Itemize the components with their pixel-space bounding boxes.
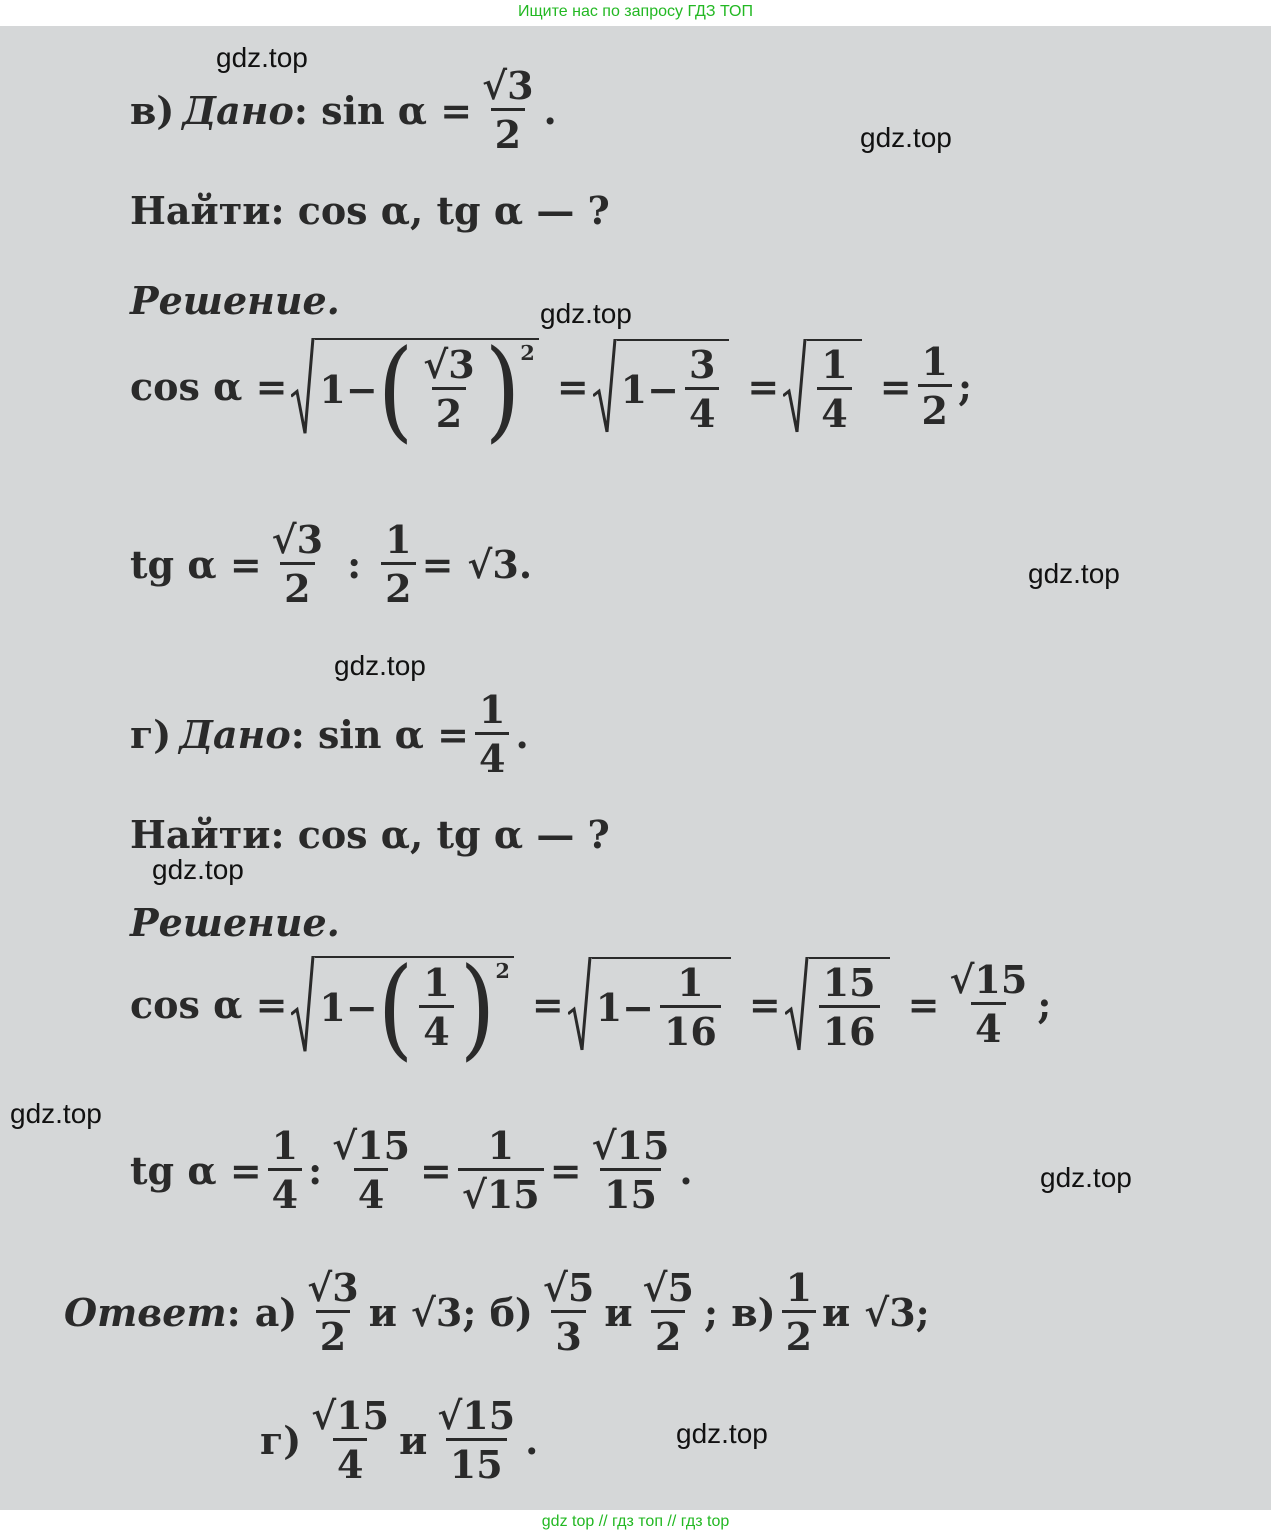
radical: $\frac{1}{4}$ [783, 339, 861, 434]
scanned-page [0, 26, 1271, 1510]
part-v-cos-equation: cos α = 1− ( $\frac{√3}{2}$ ) 2 = 1− $\frac{3}{4}$ = $\frac{1}{4}$ = $\frac{1}{2}$ ; [130, 325, 973, 454]
part-v-given: в) Дано : sin α = $\frac{√3}{2}$ . [130, 63, 557, 157]
watermark: gdz.top [216, 42, 308, 73]
part-g-given: г) Дано : sin α = $\frac{1}{4}$ . [130, 687, 529, 781]
answer-word: Ответ [64, 1289, 227, 1335]
watermark: gdz.top [540, 298, 632, 329]
watermark: gdz.top [1028, 558, 1120, 589]
part-v-tg-equation: tg α = $\frac{√3}{2}$ : $\frac{1}{2}$ = √3 . [130, 517, 533, 611]
radical: 1− ( $\frac{√3}{2}$ ) 2 [291, 338, 538, 435]
given-word: Дано [182, 87, 294, 133]
answer-line-1: Ответ : а) $\frac{√3}{2}$ и √3 ; б) $\frac{√5}{3}$ и $\frac{√5}{2}$ ; в) $\frac{1}{2}$ и √3 ; [64, 1265, 930, 1359]
watermark: gdz.top [334, 650, 426, 681]
fraction: $\frac{√3}{2}$ [482, 63, 534, 157]
part-label: в) [130, 87, 175, 133]
part-v-solution-heading: Решение. [130, 278, 340, 323]
part-g-find: Найти: cos α, tg α — ? [130, 812, 610, 857]
part-g-cos-equation: cos α = 1− ( $\frac{1}{4}$ ) 2 = 1− $\frac{1}{16}$ = $\frac{15}{16}$ = $\frac{√15}{4}$ ; [130, 943, 1052, 1072]
part-g-tg-equation: tg α = $\frac{1}{4}$ : $\frac{√15}{4}$ = $\frac{1}{√15}$ = $\frac{√15}{15}$ . [130, 1123, 693, 1217]
watermark: gdz.top [860, 122, 952, 153]
part-g-solution-heading: Решение. [130, 900, 340, 945]
watermark: gdz.top [1040, 1162, 1132, 1193]
top-banner: Ищите нас по запросу ГДЗ ТОП [518, 3, 753, 20]
given-lhs: : sin α = [293, 87, 473, 133]
watermark: gdz.top [152, 854, 244, 885]
bottom-banner: gdz top // гдз топ // гдз top [541, 1513, 730, 1530]
radical: 1− $\frac{3}{4}$ [593, 339, 730, 434]
watermark: gdz.top [676, 1418, 768, 1449]
watermark: gdz.top [10, 1098, 102, 1129]
answer-line-2: г) $\frac{√15}{4}$ и $\frac{√15}{15}$ . [260, 1393, 539, 1487]
part-v-find: Найти: cos α, tg α — ? [130, 188, 610, 233]
